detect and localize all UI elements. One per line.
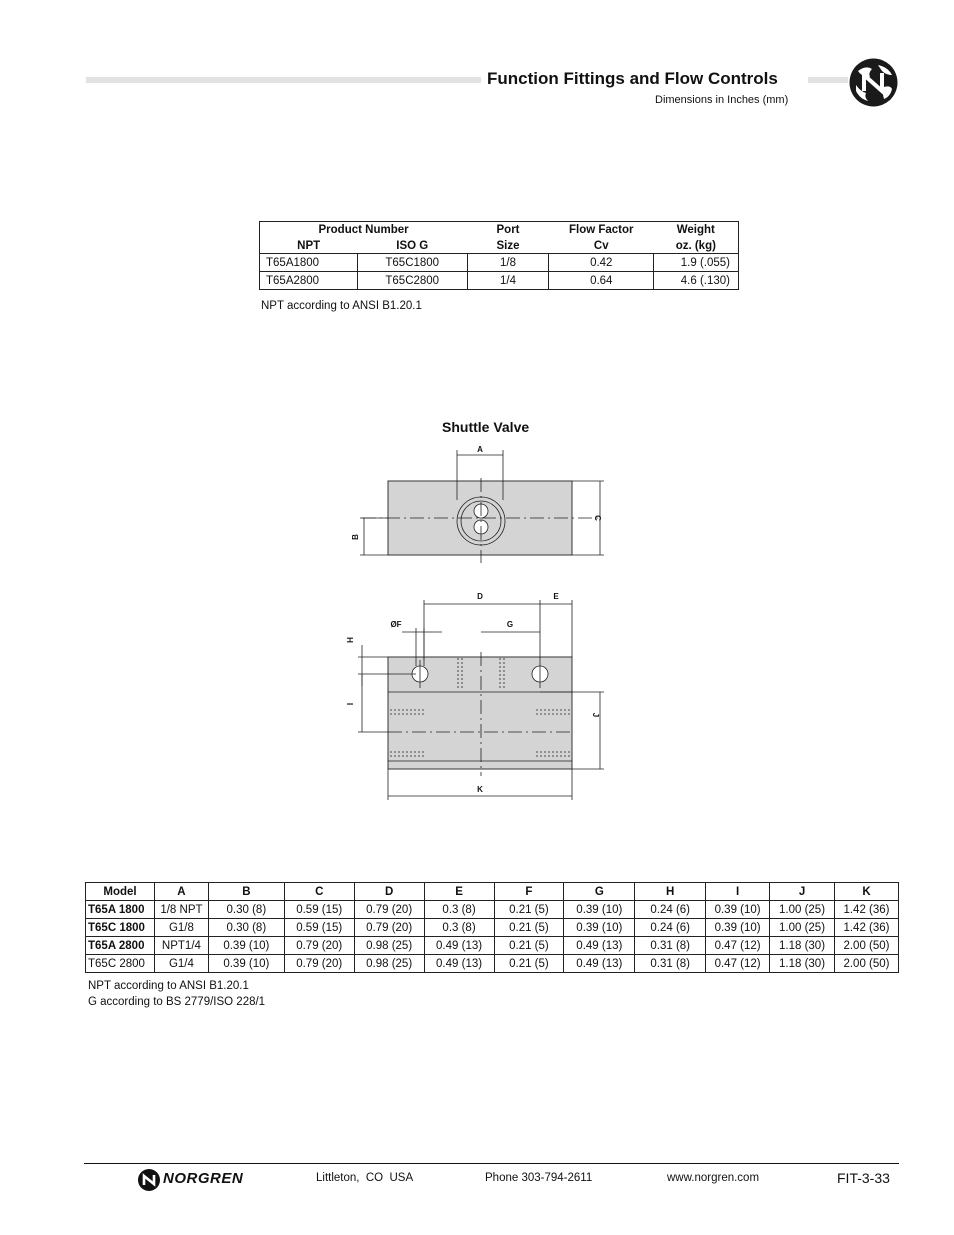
table-cell: 0.79 (20) <box>284 955 354 973</box>
footer-location: Littleton, CO USA <box>316 1172 414 1184</box>
weight-header: Weight <box>654 222 739 238</box>
table-cell: 1.42 (36) <box>834 919 898 937</box>
npt-cell: T65A1800 <box>260 254 358 272</box>
table-cell: 1.18 (30) <box>770 955 835 973</box>
shuttle-valve-drawing <box>340 440 620 805</box>
header-rule <box>86 77 481 83</box>
table-cell: NPT1/4 <box>154 937 208 955</box>
globe-n-emblem-icon <box>848 57 899 108</box>
iso-g-cell: T65C1800 <box>357 254 467 272</box>
dim-label-h: H <box>346 637 355 643</box>
page-subtitle: Dimensions in Inches (mm) <box>655 94 789 106</box>
model-cell: T65C 1800 <box>86 919 155 937</box>
page-number: FIT-3-33 <box>837 1170 890 1186</box>
table-cell: 0.79 (20) <box>354 901 424 919</box>
dim-label-e: E <box>553 592 559 601</box>
dim-label-j: J <box>591 712 600 718</box>
table-row <box>86 937 899 955</box>
table-cell: 0.24 (6) <box>635 901 706 919</box>
iso-g-cell: T65C2800 <box>357 272 467 290</box>
col-header: K <box>834 883 898 901</box>
table-row <box>86 901 899 919</box>
table-cell: 0.39 (10) <box>208 937 284 955</box>
cv-cell: 0.42 <box>549 254 654 272</box>
table-cell: 0.47 (12) <box>706 955 770 973</box>
table-cell: 0.79 (20) <box>284 937 354 955</box>
table-cell: 0.79 (20) <box>354 919 424 937</box>
col-header: G <box>564 883 635 901</box>
table-cell: 1/8 NPT <box>154 901 208 919</box>
table-cell: G1/8 <box>154 919 208 937</box>
npt-note: NPT according to ANSI B1.20.1 <box>261 300 422 312</box>
cv-cell: 0.64 <box>549 272 654 290</box>
table-row <box>260 254 739 272</box>
norgren-logo-icon <box>137 1168 161 1192</box>
dimension-table <box>85 882 899 973</box>
footer-website[interactable]: www.norgren.com <box>667 1172 760 1184</box>
col-header: I <box>706 883 770 901</box>
page-title: Function Fittings and Flow Controls <box>487 69 778 88</box>
table-cell: 0.59 (15) <box>284 901 354 919</box>
table-cell: 0.21 (5) <box>494 919 564 937</box>
product-table <box>259 221 739 290</box>
product-number-header: Product Number <box>260 222 468 238</box>
table-cell: 1.42 (36) <box>834 901 898 919</box>
npt-note: NPT according to ANSI B1.20.1 <box>88 980 249 992</box>
table-cell: 0.49 (13) <box>424 955 494 973</box>
dim-label-b: B <box>351 534 360 540</box>
model-cell: T65A 2800 <box>86 937 155 955</box>
footer-brand: NORGREN <box>163 1170 244 1187</box>
port-size-cell: 1/8 <box>467 254 549 272</box>
table-cell: 0.49 (13) <box>564 955 635 973</box>
table-row <box>260 272 739 290</box>
dim-label-c: C <box>593 515 602 521</box>
footer-phone: Phone 303-794-2611 <box>485 1172 593 1184</box>
model-cell: T65A 1800 <box>86 901 155 919</box>
col-header: D <box>354 883 424 901</box>
table-cell: 0.49 (13) <box>424 937 494 955</box>
table-cell: 0.30 (8) <box>208 901 284 919</box>
npt-header: NPT <box>260 238 358 254</box>
table-cell: 0.39 (10) <box>706 901 770 919</box>
table-cell: 0.98 (25) <box>354 937 424 955</box>
footer-rule <box>84 1163 899 1164</box>
table-cell: 0.31 (8) <box>635 955 706 973</box>
col-header: A <box>154 883 208 901</box>
col-header: F <box>494 883 564 901</box>
table-cell: 0.39 (10) <box>564 919 635 937</box>
size-header: Size <box>467 238 549 254</box>
table-cell: G1/4 <box>154 955 208 973</box>
weight-cell: 4.6 (.130) <box>654 272 739 290</box>
table-cell: 0.39 (10) <box>564 901 635 919</box>
table-cell: 0.49 (13) <box>564 937 635 955</box>
model-cell: T65C 2800 <box>86 955 155 973</box>
table-cell: 0.39 (10) <box>706 919 770 937</box>
table-cell: 1.18 (30) <box>770 937 835 955</box>
cv-header: Cv <box>549 238 654 254</box>
dim-label-k: K <box>477 785 483 794</box>
table-cell: 0.21 (5) <box>494 937 564 955</box>
table-cell: 0.98 (25) <box>354 955 424 973</box>
g-note: G according to BS 2779/ISO 228/1 <box>88 996 266 1008</box>
col-header: C <box>284 883 354 901</box>
col-header: J <box>770 883 835 901</box>
col-header: Model <box>86 883 155 901</box>
dim-label-a: A <box>477 445 483 454</box>
iso-g-header: ISO G <box>357 238 467 254</box>
table-cell: 2.00 (50) <box>834 937 898 955</box>
dim-label-d: D <box>477 592 483 601</box>
table-cell: 0.3 (8) <box>424 919 494 937</box>
table-row <box>86 919 899 937</box>
table-cell: 0.31 (8) <box>635 937 706 955</box>
port-header: Port <box>467 222 549 238</box>
table-cell: 0.30 (8) <box>208 919 284 937</box>
table-cell: 0.24 (6) <box>635 919 706 937</box>
col-header: B <box>208 883 284 901</box>
table-cell: 0.21 (5) <box>494 955 564 973</box>
table-row <box>86 955 899 973</box>
table-cell: 0.21 (5) <box>494 901 564 919</box>
dimension-header-row <box>86 883 899 901</box>
header-rule-right <box>808 77 848 83</box>
weight-unit-header: oz. (kg) <box>654 238 739 254</box>
flow-factor-header: Flow Factor <box>549 222 654 238</box>
npt-cell: T65A2800 <box>260 272 358 290</box>
table-cell: 1.00 (25) <box>770 901 835 919</box>
drawing-title: Shuttle Valve <box>442 419 530 435</box>
table-cell: 1.00 (25) <box>770 919 835 937</box>
dim-label-i: I <box>346 702 355 706</box>
table-cell: 0.59 (15) <box>284 919 354 937</box>
table-cell: 0.47 (12) <box>706 937 770 955</box>
dimension-notes <box>88 978 265 1010</box>
table-cell: 2.00 (50) <box>834 955 898 973</box>
weight-cell: 1.9 (.055) <box>654 254 739 272</box>
port-size-cell: 1/4 <box>467 272 549 290</box>
dim-label-f: ØF <box>390 620 402 629</box>
table-cell: 0.39 (10) <box>208 955 284 973</box>
dim-label-g: G <box>506 620 514 629</box>
col-header: H <box>635 883 706 901</box>
table-cell: 0.3 (8) <box>424 901 494 919</box>
col-header: E <box>424 883 494 901</box>
